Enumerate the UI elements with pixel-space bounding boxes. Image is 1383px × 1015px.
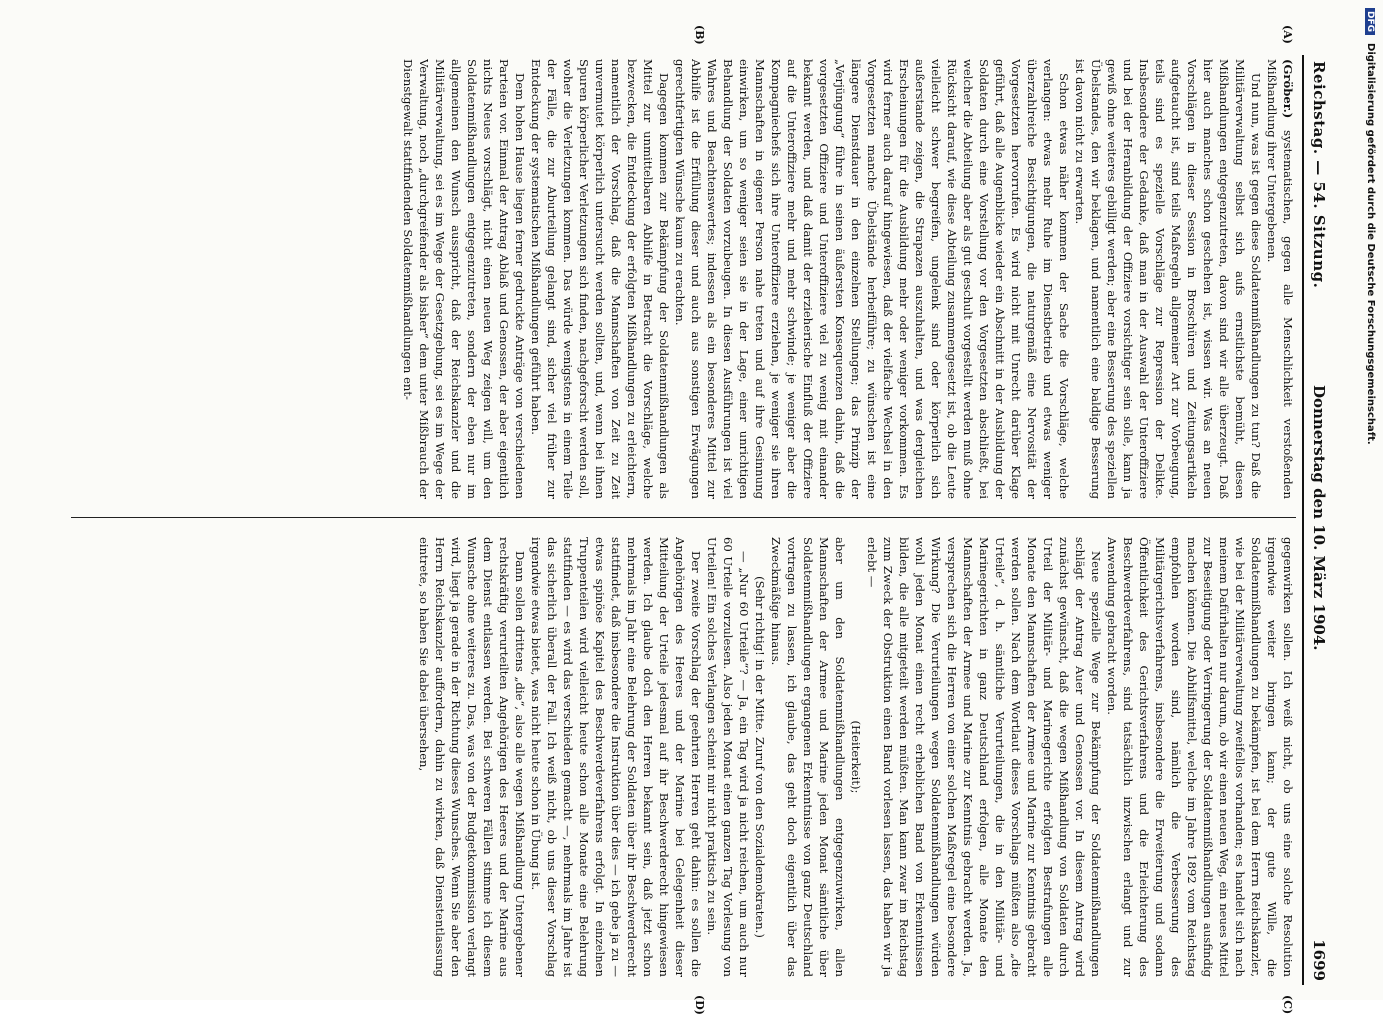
interjection: (Heiterkeit); bbox=[849, 720, 863, 794]
margin-mark-c: (C) bbox=[1281, 995, 1294, 1015]
page-header bbox=[1302, 55, 1330, 985]
rotated-page-content bbox=[65, 25, 1330, 1015]
paragraph: Schon etwas näher kommen der Sache die Vorschläge, welche verlangen: etwas mehr Ruhe im Dienstbetrieb und etwas weniger überzahlreiche Besichtigungen, die naturgemäß eine Nervosität der Vorgesetzten hervorrufen. Es wird nicht mit Unrecht darüber Klage geführt, daß alle Augenblicke wieder ein Abschnitt in der Ausbildung der Soldaten durch eine Vorstellung vor den Vorgesetzten abschließt, bei welcher die Abteilung aber als gut geschult vorgestellt werden muß ohne Rücksicht darauf, wie diese Abteilung zusammengesetzt ist, ob die Leute vielleicht schwer begreifen, ungelenk sind oder körperlich sich außerstande zeigen, die Strapazen auszuhalten, und was dergleichen Erscheinungen für die Ausbildung mehr oder weniger vorkommen. Es wird ferner auch darauf hingewiesen, daß der vielfache Wechsel in den Vorgesetzten manche Übelstände herbeiführe; zu wünschen ist eine längere Dienstdauer in den einzelnen Stellungen; das Prinzip der „Verjüngung“ führe in seinen äußersten Konsequenzen dahin, daß die vorgesetzten Offiziere und Unteroffiziere viel zu wenig mit einander bekannt werden, und daß damit der erzieherische Einfluß der Offiziere auf die Unteroffiziere mehr und mehr schwinde; je weniger aber die Kompagniechefs sich ihre Unteroffiziere erziehen, je weniger sie ihren Mannschaften in eigener Person nahe treten und auf ihre Gesinnung einwirken, um so weniger seien sie in der Lage, einer unrichtigen Behandlung der Soldaten vorzubeugen. In diesen Ausführungen ist viel Wahres und Beachtenswertes; indessen als ein besonderes Mittel zur Abhilfe ist die Erfüllung dieser und auch aus sonstigen Erwägungen gerechtfertigten Wünsche kaum zu erachten. bbox=[673, 59, 1071, 499]
margin-mark-d: (D) bbox=[693, 995, 706, 1015]
text-column-left bbox=[71, 59, 1296, 499]
digitization-credit bbox=[1362, 8, 1376, 992]
speaker-name: (Gröber.) bbox=[1281, 59, 1295, 119]
credit-text: Digitalisierung gefördert durch die Deutsche Forschungsgemeinschaft. bbox=[1365, 43, 1376, 445]
interjection: (Sehr richtig! in der Mitte. Zuruf von den Sozialdemokraten.) bbox=[753, 576, 767, 938]
header-date: Donnerstag den 10. März 1904. bbox=[1310, 385, 1328, 651]
paragraph: systematischen, gegen alle Menschlichkeit verstoßenden Mißhandlung ihrer Untergebenen. bbox=[1265, 59, 1295, 499]
paragraph: Neue spezielle Wege zur Bekämpfung der Soldatenmißhandlungen schlägt der Antrag Auer und Genossen vor. In diesem Antrag wird zunächst gewünscht, daß die wegen Mißhandlung von Soldaten durch Urteil der Militär- und Marinegerichte erfolgten Bestrafungen alle Monate den Mannschaften der Armee und Marine zur Kenntnis gebracht werden sollen. Nach dem Wortlaut dieses Vorschlags müßten also „die Urteile“, d. h. sämtliche Verurteilungen, die in den Militär- und Marinegerichten in ganz Deutschland erfolgen, alle Monate den Mannschaften der Armee und Marine zur Kenntnis gebracht werden. Ja, versprechen sich die Herren von einer solchen Maßregel eine besondere Wirkung? Die Verurteilungen wegen Soldatenmißhandlungen würden wohl jeden Monat einen recht erheblichen Band von Erkenntnissen bilden, die alle mitgeteilt werden müßten. Man kann zwar im Reichstag zum Zweck der Obstruktion einen Band vorlesen lassen, das haben wir ja erlebt — bbox=[865, 537, 1103, 977]
column-divider bbox=[71, 517, 1296, 518]
paragraph: Dem hohen Hause liegen ferner gedruckte Anträge von verschiedenen Parteien vor. Einmal der Antrag Ablaß und Genossen, der aber eigentlich nichts Neues vorschlägt, nicht einen neuen Weg zeigen will, um den Soldatenmißhandlungen entgegenzutreten, sondern der eben nur im allgemeinen den Wunsch ausspricht, daß der Reichskanzler und die Militärverwaltung, sei es im Wege der Gesetzgebung, sei es im Wege der Verwaltung, noch „durchgreifender als bisher“ dem unter Mißbrauch der Dienstgewalt stattfindenden Soldatenmißhandlungen ent- bbox=[401, 59, 527, 499]
paragraph: Dagegen kommen zur Bekämpfung der Soldatenmißhandlungen als Mittel zur unmittelbaren Abhilfe in Betracht die Vorschläge, welche bezwecken, die Entdeckung der erfolgten Mißhandlungen zu erleichtern, namentlich der Vorschlag, daß die Mannschaften von Zeit zu Zeit unvermutet körperlich untersucht werden sollten, und, wenn bei ihnen Spuren körperlicher Verletzungen sich finden, nachgeforscht werden soll, woher die Verletzungen kommen. Das würde wenigstens in einem Teile der Fälle, die zur Aburteilung gelangt sind, sicher viel früher zur Entdeckung der systematischen Mißhandlungen geführt haben. bbox=[529, 59, 671, 499]
margin-mark-a: (A) bbox=[1281, 25, 1294, 44]
paragraph: Der zweite Vorschlag der geehrten Herren geht dahin: es sollen die Angehörigen des Heeres und der Marine bei Gelegenheit dieser Mitteilung der Urteile jedesmal auf ihr Beschwerderecht hingewiesen werden. Ich glaube doch den Herren bekannt sein, daß jetzt schon mehrmals im Jahr eine Belehrung der Soldaten über ihr Beschwerderecht stattfindet, daß insbesondere die Instruktion über dies — ich gebe ja zu — etwas spinöse Kapitel des Beschwerdeverfahrens erfolgt. In einzelnen Truppenteilen wird vielleicht heute schon alle Monate eine Belehrung stattfinden — es wird das verschieden gemacht —, mehrmals im Jahre ist das sicherlich überall der Fall. Ich weiß nicht, ob uns dieser Vorschlag irgendwie etwas bietet, was nicht heute schon in Übung ist. bbox=[529, 537, 703, 977]
paragraph: gegenwirken sollen. Ich weiß nicht, ob uns eine solche Resolution irgendwie weiter bringen kann; der gute Wille, die Soldatenmißhandlungen zu bekämpfen, ist bei dem Herrn Reichskanzler, wie bei der Militärverwaltung zweifellos vorhanden; es handelt sich nach meinem Dafürhalten nur darum, ob wir einen neuen Weg, ein neues Mittel zur Beseitigung oder Verringerung der Soldatenmißhandlungen ausfindig machen können. Die Abhilfsmittel, welche im Jahre 1892 vom Reichstag empfohlen worden sind, nämlich die Verbesserung des Militärgerichtsverfahrens, insbesondere die Erweiterung und sodann Öffentlichkeit des Gerichtsverfahrens und die Erleichterung des Beschwerdeverfahrens, sind tatsächlich inzwischen erlangt und zur Anwendung gebracht worden. bbox=[1105, 537, 1295, 977]
text-column-right bbox=[71, 537, 1296, 977]
paragraph: Dann sollen drittens „die“, also alle wegen Mißhandlung Untergebener rechtskräftig verurteilten Angehörigen des Heeres und der Marine aus dem Dienst entlassen werden. Bei schweren Fällen stimme ich diesem Wunsche ohne weiteres zu. Das, was von der Budgetkommission verlangt wird, liegt ja gerade in der Richtung dieses Wunsches. Wenn Sie aber den Herrn Reichskanzler auffordern, dahin zu wirken, daß Dienstentlassung eintrete, so haben Sie dabei übersehen, bbox=[417, 537, 527, 977]
margin-mark-b: (B) bbox=[693, 25, 706, 45]
dfg-badge: DFG bbox=[1365, 8, 1375, 35]
header-session: Reichstag. — 54. Sitzung. bbox=[1310, 61, 1328, 289]
paragraph: aber um den Soldatenmißhandlungen entgegenzuwirken, allen Mannschaften der Armee und Marine jeden Monat sämtliche über Soldatenmißhandlungen ergangenen Erkenntnisse von ganz Deutschland vortragen zu lassen, ich glaube, das geht doch eigentlich über das Zweckmäßige hinaus. bbox=[769, 537, 847, 977]
paragraph: — „Nur 60 Urteile“? — Ja, ein Tag wird ja nicht reichen, um auch nur 60 Urteile vorzulesen. Also jeden Monat einen ganzen Tag Vorlesung von Urteilen! Ein solches Verlangen scheint mir nicht praktisch zu sein. bbox=[705, 537, 751, 977]
page-number: 1699 bbox=[1310, 939, 1328, 981]
paragraph: Und nun, was ist gegen diese Soldatenmißhandlungen zu tun? Daß die Militärverwaltung selbst sich aufs ernstlichste bemüht, diesen Mißhandlungen entgegenzutreten, davon sind wir alle überzeugt. Daß hier auch manches schon geschehen ist, wissen wir. Was an neuen Vorschlägen in dieser Session in Broschüren und Zeitungsartikeln aufgetaucht ist, sind teils Maßregeln allgemeiner Art zur Vorbeugung, teils sind es spezielle Vorschläge zur Repression der Delikte. Insbesondere der Gedanke, daß man in der Auswahl der Unteroffiziere und bei der Heranbildung der Offiziere vorsichtiger sein solle, kann ja gewiß ohne weiteres gebilligt werden; aber eine Besserung des speziellen Übelstandes, den wir beklagen, und namentlich eine baldige Besserung ist davon nicht zu erwarten. bbox=[1073, 59, 1263, 499]
